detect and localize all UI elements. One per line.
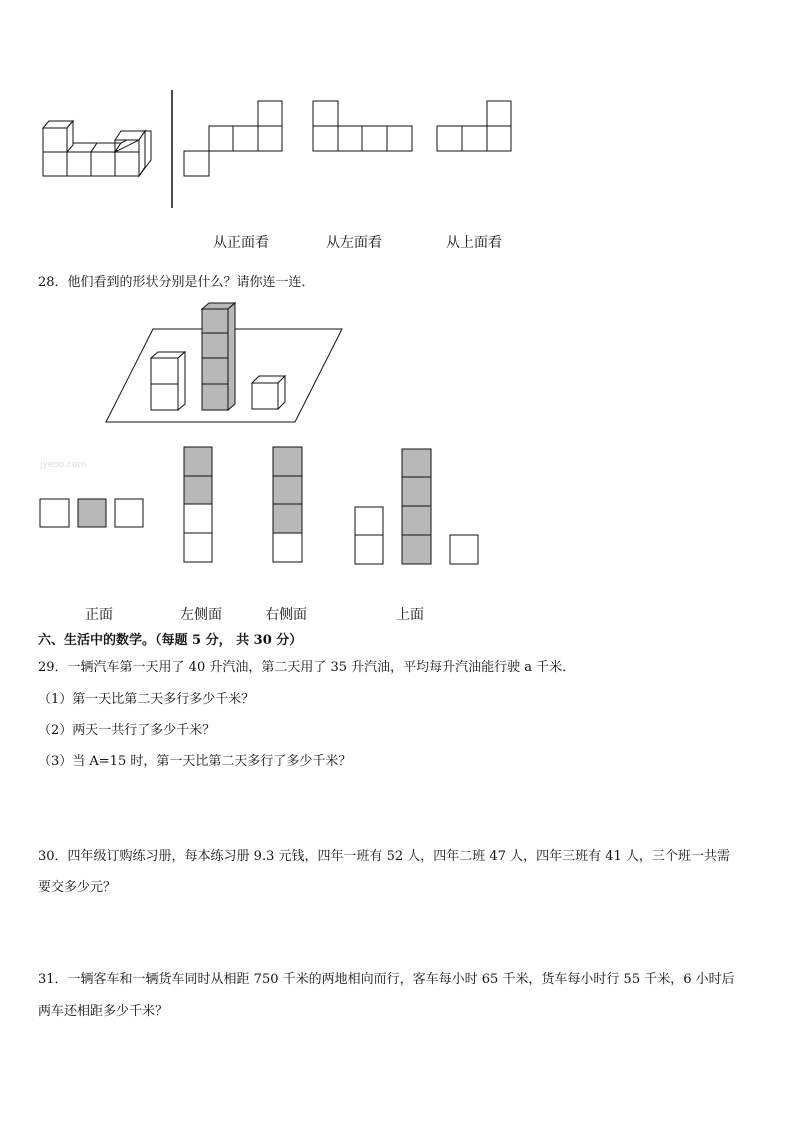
q30-line2: 要交多少元？: [38, 880, 117, 895]
q31-line2: 两车还相距多少千米？: [38, 1004, 169, 1019]
q28-label-right-side: 右侧面: [265, 607, 307, 623]
q28-option-col-1: [184, 447, 212, 562]
q29-sub2: （2）两天一共行了多少千米？: [38, 723, 216, 738]
q29-question: 29．一辆汽车第一天用了 40 升汽油，第二天用了 35 升汽油，平均每升汽油能行驶 a 千米．: [38, 660, 576, 675]
q27-label-left: 从左面看: [326, 235, 382, 251]
q28-question: 28．他们看到的形状分别是什么？请你连一连．: [38, 275, 315, 290]
section-heading: 六、生活中的数学。（每题 5 分， 共 30 分）: [38, 633, 303, 648]
q29-sub1: （1）第一天比第二天多行多少千米？: [38, 692, 255, 707]
q28-label-left-side: 左侧面: [180, 607, 222, 623]
q28-label-front: 正面: [85, 607, 113, 623]
q27-label-front: 从正面看: [213, 235, 269, 251]
q28-stack-left: [151, 352, 185, 410]
q28-option-col-2: [273, 447, 302, 562]
q28-label-top: 上面: [396, 607, 424, 623]
q28-stack-middle: [202, 303, 235, 410]
q30-line1: 30．四年级订购练习册，每本练习册 9.3 元钱，四年一班有 52 人，四年二班 47 人，四年三班有 41 人，三个班一共需: [38, 849, 730, 864]
q28-option-row: [40, 499, 143, 527]
q28-cube-right: [252, 376, 285, 409]
q28-option-front: [355, 449, 478, 564]
watermark: jyeoo.com: [40, 460, 87, 470]
q31-line1: 31．一辆客车和一辆货车同时从相距 750 千米的两地相向而行，客车每小时 65 千米，货车每小时行 55 千米，6 小时后: [38, 972, 735, 987]
q27-label-top: 从上面看: [446, 235, 502, 251]
q29-sub3: （3）当 A=15 时，第一天比第二天多行了多少千米？: [38, 754, 352, 769]
